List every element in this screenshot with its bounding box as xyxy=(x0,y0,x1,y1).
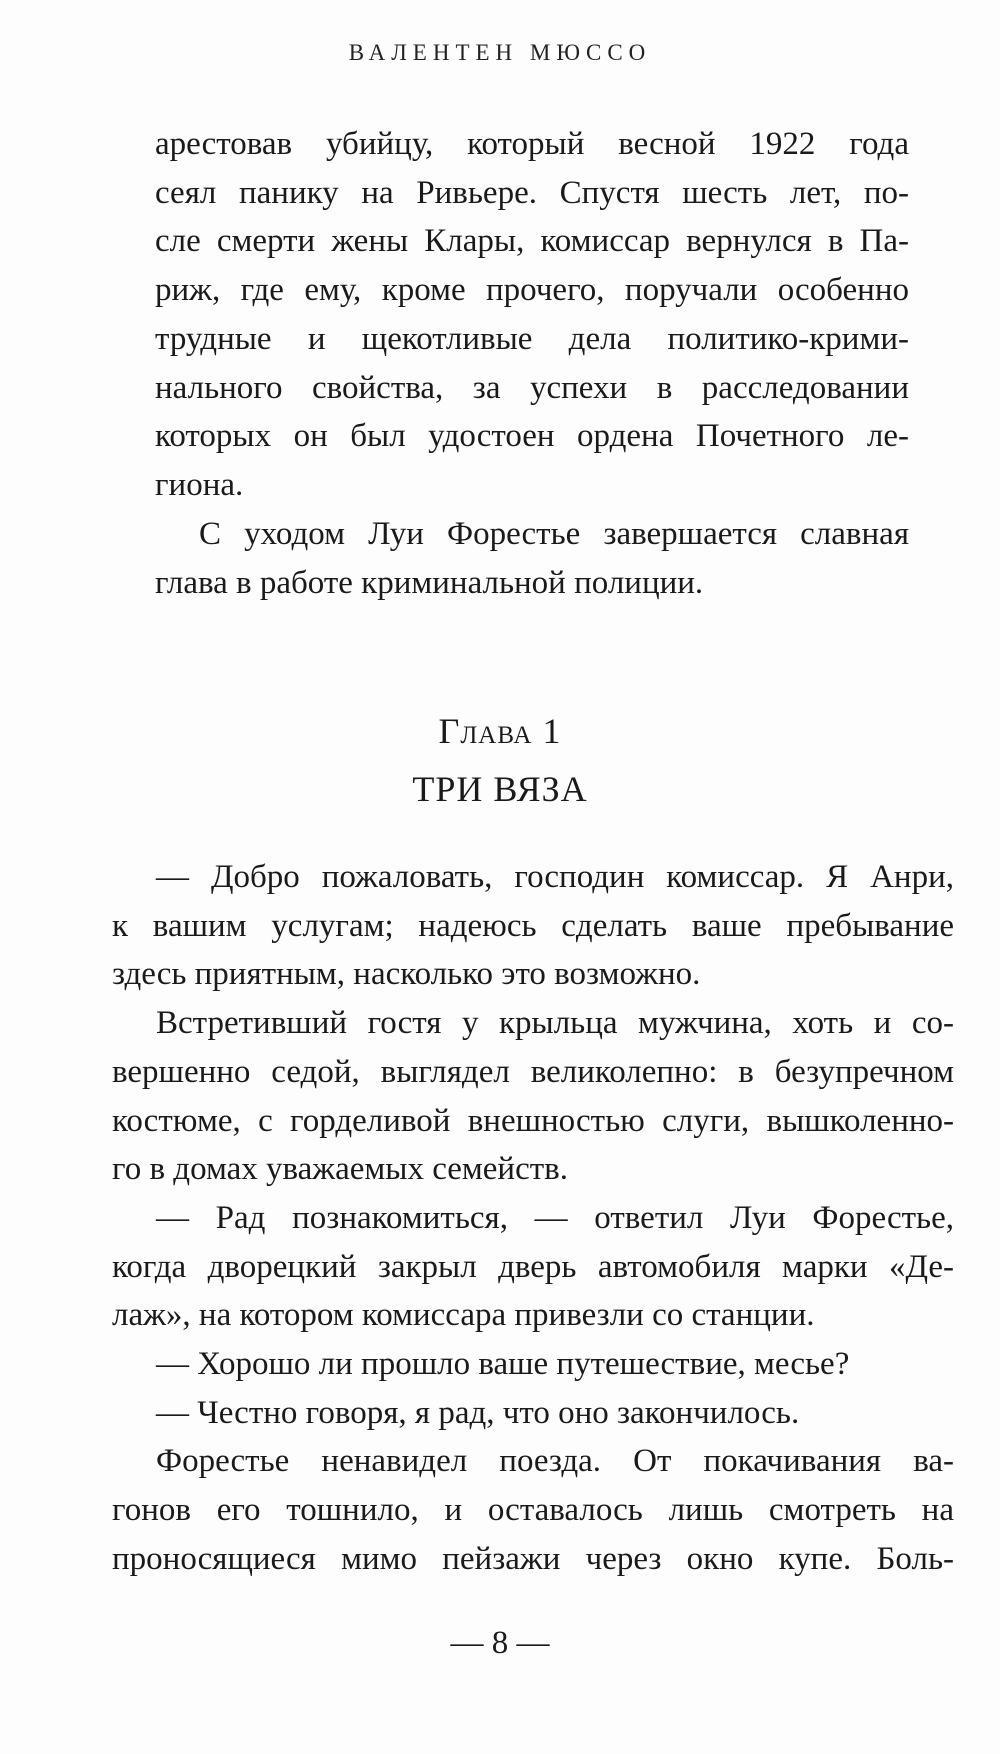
text-line: гиона. xyxy=(155,466,244,503)
text-line: риж, где ему, кроме прочего, поручали особенно xyxy=(155,272,909,309)
text-line: арестовав убийцу, который весной 1922 года xyxy=(155,126,909,162)
text-line: нального свойства, за успехи в расследовании xyxy=(155,369,909,406)
text-line: глава в работе криминальной полиции. xyxy=(155,564,704,601)
text-line: сеял панику на Ривьере. Спустя шесть лет, по- xyxy=(155,174,909,211)
text-line: здесь приятным, насколько это возможно. xyxy=(112,956,701,993)
text-line: костюме, с горделивой внешностью слуги, вышколенно- xyxy=(112,1102,954,1139)
text-line: — Рад познакомиться, — ответил Луи Форестье, xyxy=(156,1199,954,1236)
text-line: Форестье ненавидел поезда. От покачивания ва- xyxy=(156,1443,954,1480)
text-line: гонов его тошнило, и оставалось лишь смотреть на xyxy=(112,1492,954,1529)
text-line: проносящиеся мимо пейзажи через окно купе. Боль- xyxy=(112,1540,954,1577)
text-line: го в домах уважаемых семейств. xyxy=(112,1151,568,1188)
text-line: трудные и щекотливые дела политико-крими- xyxy=(155,320,909,357)
text-line: которых он был удостоен ордена Почетного ле- xyxy=(155,418,909,455)
page-number: — 8 — xyxy=(450,1625,550,1661)
text-line: С уходом Луи Форестье завершается славная xyxy=(199,516,909,552)
text-line: когда дворецкий закрыл дверь автомобиля марки «Де- xyxy=(112,1248,954,1285)
text-line: сле смерти жены Клары, комиссар вернулся в Па- xyxy=(155,223,909,260)
chapter-body-text xyxy=(112,853,954,1584)
chapter-title: ТРИ ВЯЗА xyxy=(412,769,588,809)
chapter-number: Глава 1 xyxy=(438,711,562,751)
text-line: — Добро пожаловать, господин комиссар. Я Анри, xyxy=(156,859,954,895)
text-line: к вашим услугам; надеюсь сделать ваше пребывание xyxy=(112,907,954,944)
text-line: лаж», на котором комиссара привезли со станции. xyxy=(112,1297,815,1334)
text-line: — Честно говоря, я рад, что оно закончилось. xyxy=(156,1394,800,1431)
text-line: Встретивший гостя у крыльца мужчина, хоть и со- xyxy=(156,1005,954,1042)
intro-paragraph-1 xyxy=(155,120,909,510)
text-line: вершенно седой, выглядел великолепно: в безупречном xyxy=(112,1053,954,1090)
running-header-author: ВАЛЕНТЕН МЮССО xyxy=(348,40,652,65)
intro-paragraph-2 xyxy=(155,510,909,607)
text-line: — Хорошо ли прошло ваше путешествие, месье? xyxy=(156,1346,850,1383)
